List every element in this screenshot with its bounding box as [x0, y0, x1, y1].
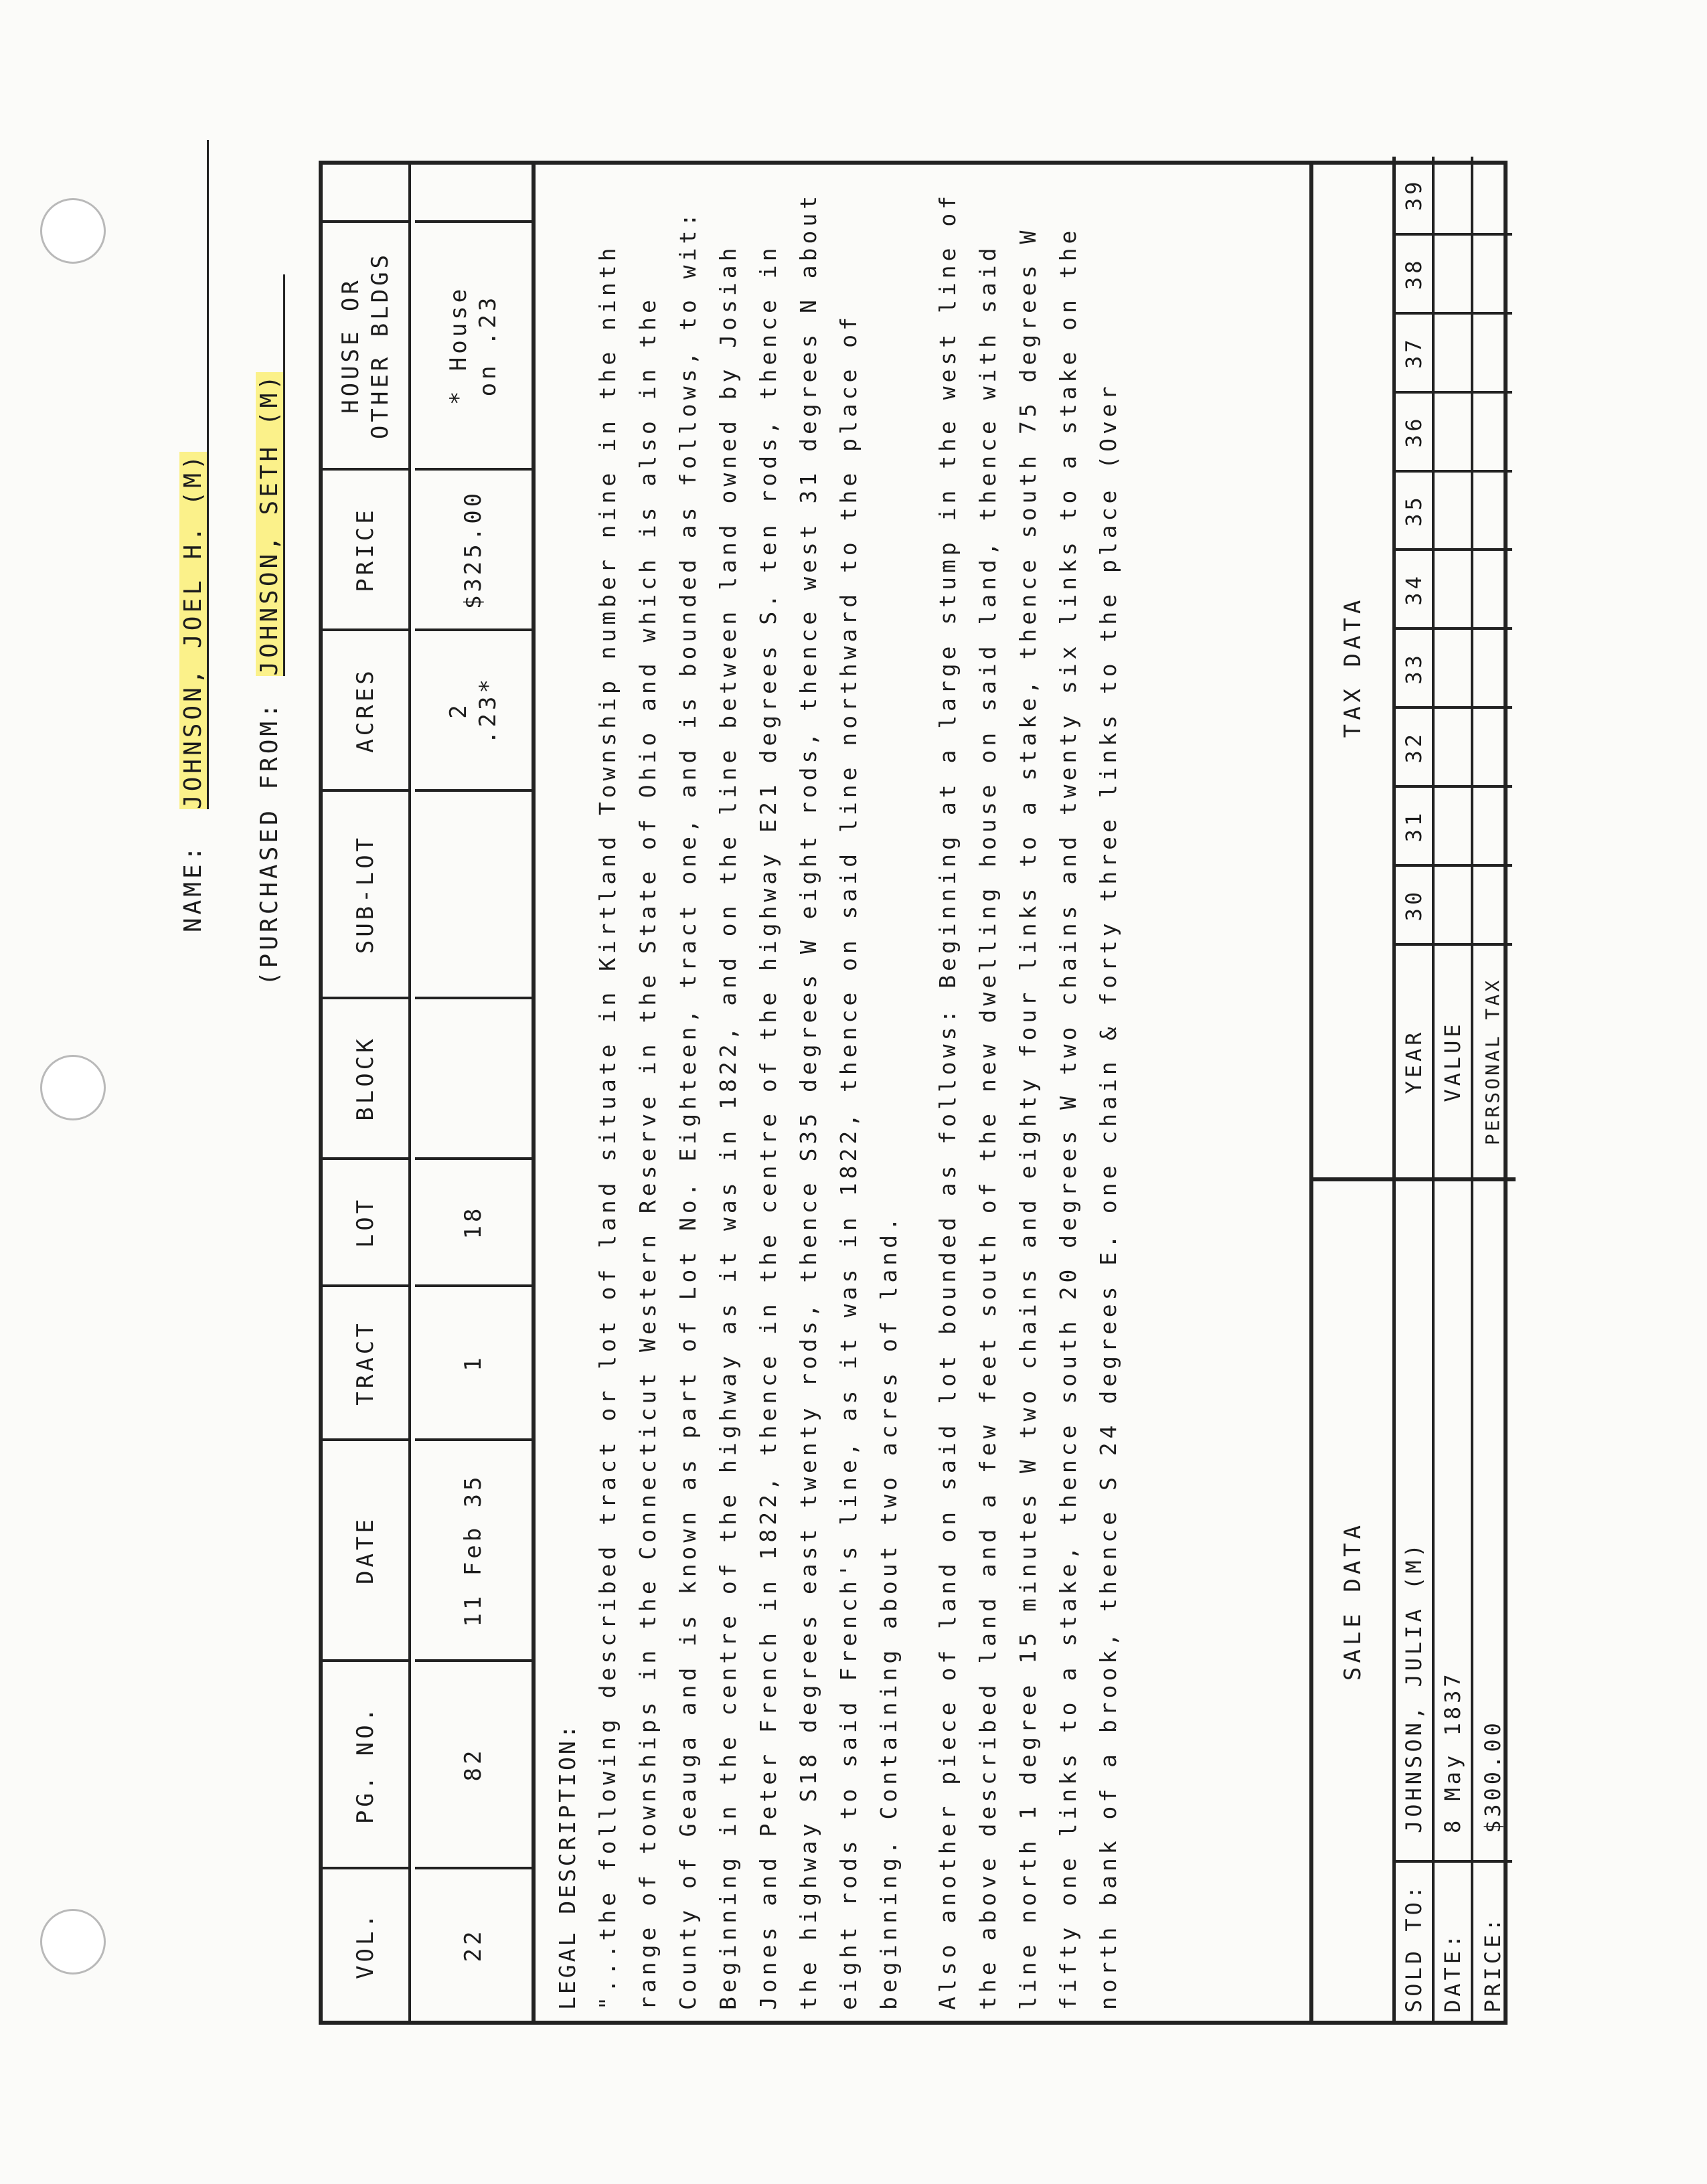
col-vol: VOL.: [323, 1867, 408, 2021]
lot-value: 18: [415, 1157, 532, 1284]
block-value: [415, 997, 532, 1157]
date-value: 11 Feb 35: [415, 1438, 532, 1659]
purchased-label: (PURCHASED FROM:: [256, 700, 283, 986]
tax-personal-row: [1473, 157, 1512, 1177]
col-blank: [323, 165, 408, 220]
name-label: NAME:: [179, 843, 207, 932]
purchased-value: JOHNSON, SETH (M): [256, 372, 283, 676]
acres-value: 2 .23*: [415, 628, 532, 789]
price-value: $325.00: [415, 468, 532, 628]
tax-data: [1313, 157, 1516, 1177]
house-value: * House on .23: [415, 220, 532, 468]
vol-value: 22: [415, 1867, 532, 2021]
sold-to-value: JOHNSON, JULIA (M): [1401, 1541, 1427, 1833]
sublot-value: [415, 789, 532, 997]
col-pg-no: PG. NO.: [323, 1659, 408, 1867]
column-header-row: [323, 165, 411, 2021]
year-cell: 35: [1396, 470, 1432, 549]
legal-label: LEGAL DESCRIPTION:: [554, 1722, 580, 2010]
year-cell: 34: [1396, 548, 1432, 627]
col-house: HOUSE OR OTHER BLDGS: [323, 220, 408, 468]
col-acres: ACRES: [323, 628, 408, 789]
sale-price-label: PRICE:: [1473, 1860, 1512, 2021]
record-row: [415, 165, 536, 2021]
col-block: BLOCK: [323, 997, 408, 1157]
year-cell: 37: [1396, 312, 1432, 391]
year-cell: 39: [1401, 178, 1427, 212]
col-tract: TRACT: [323, 1284, 408, 1438]
year-cell: 33: [1396, 627, 1432, 706]
year-cell: 38: [1396, 233, 1432, 312]
name-value: JOHNSON, JOEL H. (M): [179, 452, 207, 809]
col-date: DATE: [323, 1438, 408, 1659]
col-lot: LOT: [323, 1157, 408, 1284]
tract-value: 1: [415, 1284, 532, 1438]
tax-year-row: [1396, 157, 1435, 1177]
year-cell: 32: [1396, 706, 1432, 785]
legal-description: [548, 176, 1147, 2010]
col-sub-lot: SUB-LOT: [323, 789, 408, 997]
personal-tax-label: PERSONAL TAX: [1473, 943, 1512, 1177]
name-line: [179, 140, 209, 932]
year-cell: 31: [1396, 785, 1432, 864]
purchased-line: [256, 274, 285, 986]
sale-date-value: 8 May 1837: [1440, 1671, 1465, 1833]
sale-data-title: SALE DATA: [1339, 1521, 1366, 1681]
blank-value: [415, 165, 532, 220]
year-cell: 36: [1396, 391, 1432, 470]
pg-value: 82: [415, 1659, 532, 1867]
sold-to-label: SOLD TO:: [1396, 1860, 1432, 2021]
data-section: [1309, 165, 1516, 2021]
tax-data-title: TAX DATA: [1339, 596, 1366, 738]
year-label: YEAR: [1396, 943, 1432, 1177]
legal-paragraph-2: Also another piece of land on said lot bounded as follows: Beginning at a large stump in the west line of the above described land and a few feet south of the new dwelling house on said land, thence with said line north 1 degree 15 minutes W two chains and eighty four links to a stake, thence south 75 degrees W fifty one links to a stake, thence south 20 degrees W two chains and twenty six links to a stake on the north bank of a brook, thence S 24 degrees E. one chain & forty three links to the place (Over: [934, 175, 1121, 2010]
record-form: [319, 161, 1508, 2025]
value-label: VALUE: [1435, 943, 1471, 1177]
sale-price-value: $300.00: [1480, 1719, 1506, 1833]
legal-paragraph-1: "...the following described tract or lot of land situate in Kirtland Township number nine in the ninth range of townships in the Connecticut Western Reserve in the State of Ohio and which is also in the County of Geauga and is known as part of Lot No. Eighteen, tract one, and is bounded as follows, to wit: Beginning in the centre of the highway as it was in 1822, and on the line between land owned by Josiah Jones and Peter French in 1822, thence in the centre of the highway E21 degrees S. ten rods, thence in the highway S18 degrees east twenty rods, thence S35 degrees W eight rods, thence west 31 degrees N about eight rods to said French's line, as it was in 1822, thence on said line northward to the place of beginning. Containing about two acres of land.: [594, 175, 902, 2010]
year-cell: 30: [1396, 864, 1432, 943]
tax-value-row: [1435, 157, 1473, 1177]
sale-date-label: DATE:: [1435, 1860, 1471, 2021]
sale-data: [1313, 1177, 1516, 2021]
col-price: PRICE: [323, 468, 408, 628]
